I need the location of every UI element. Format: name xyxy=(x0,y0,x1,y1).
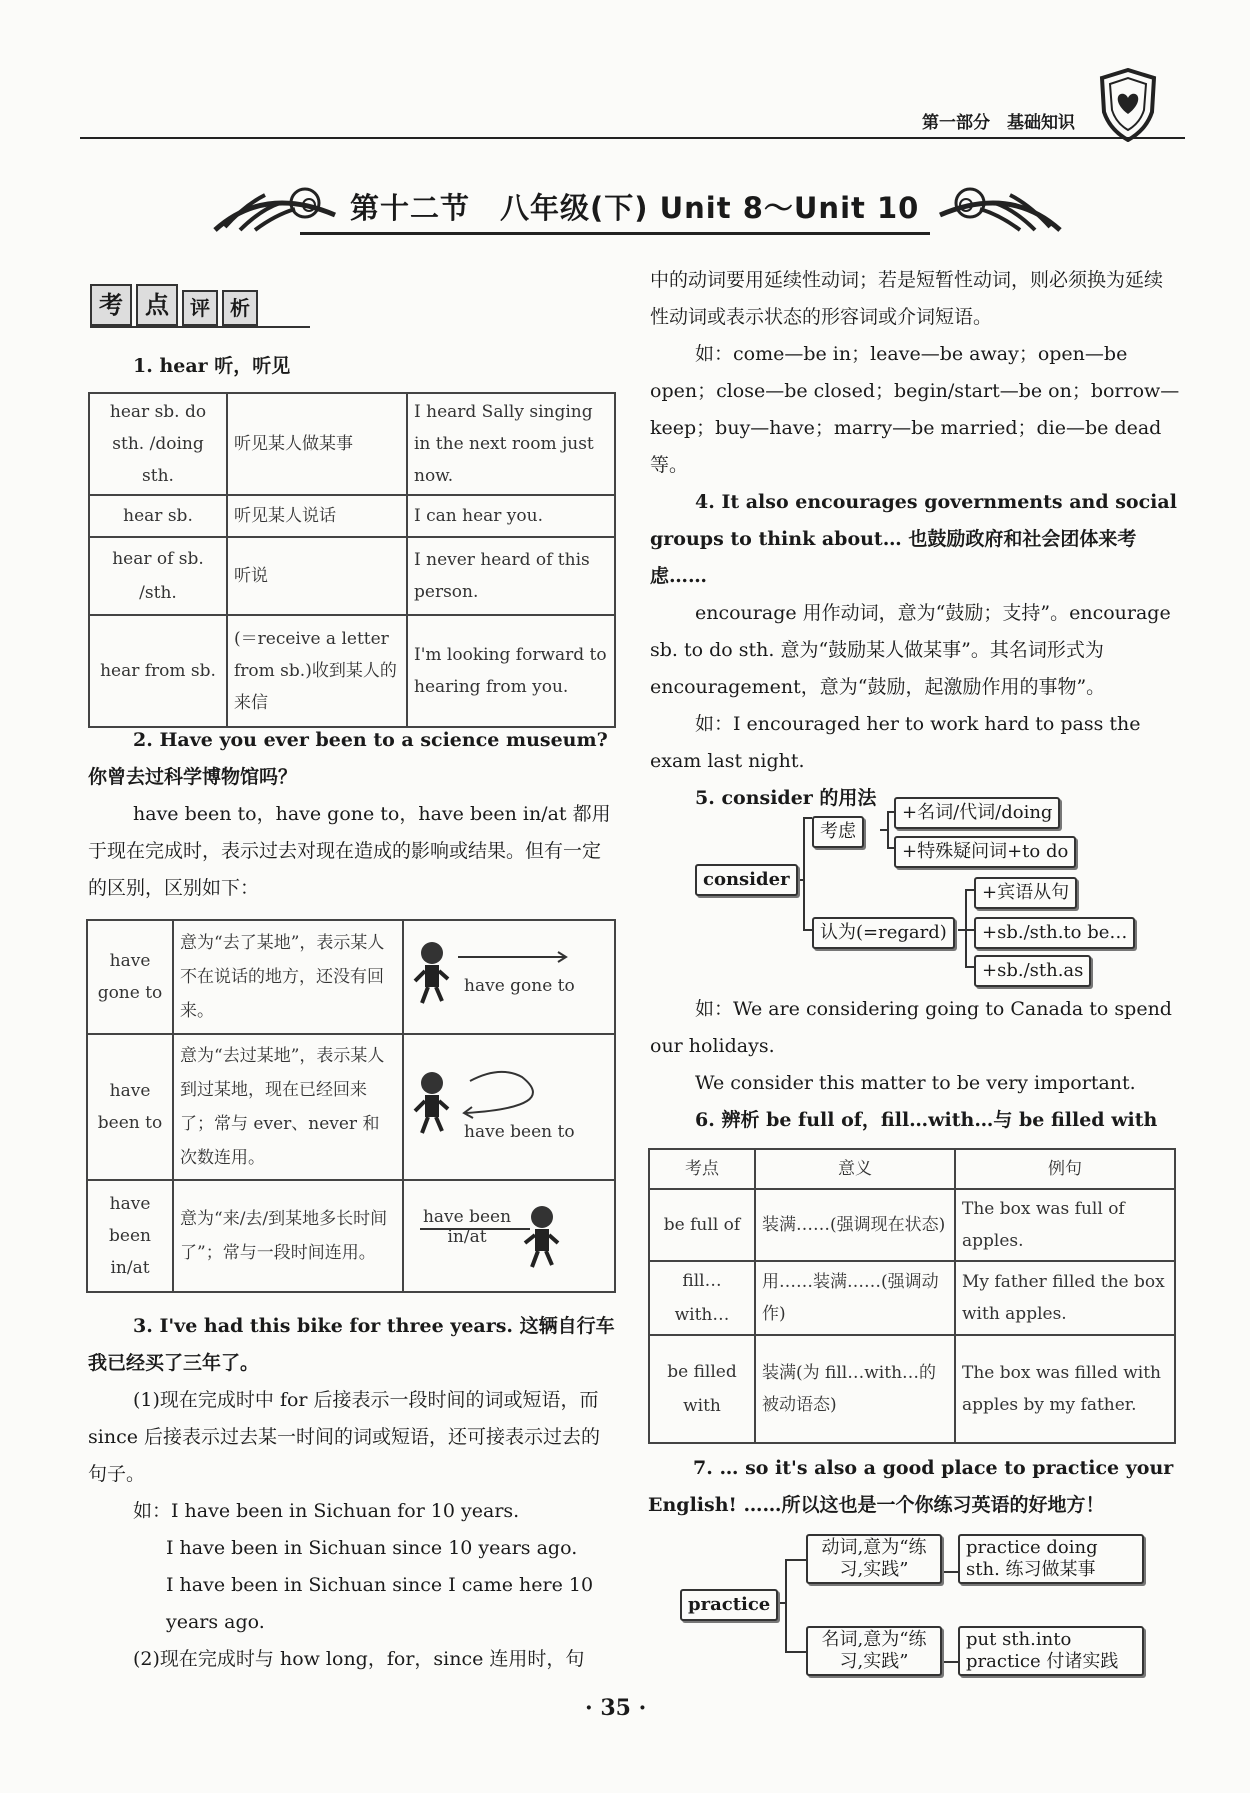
right-column-s5 xyxy=(650,991,1180,1139)
consider-leaf: +sb./sth.to be… xyxy=(974,917,1135,949)
r-paragraph: 如：come—be in；leave—be away；open—be open；close—be closed；begin/start—be on；borrow—keep；buy—have；marry—be married；die—be dead 等。 xyxy=(650,343,1180,476)
table-cell: My father filled the box with apples. xyxy=(955,1261,1175,1335)
consider-leaf: +特殊疑问词+to do xyxy=(894,836,1076,868)
table-cell: The box was filled with apples by my father. xyxy=(955,1335,1175,1443)
practice-leaf: put sth.into practice 付诸实践 xyxy=(958,1626,1144,1676)
table-header: 意义 xyxy=(755,1149,955,1189)
table-cell: I can hear you. xyxy=(407,495,615,537)
s3-paragraph: (1)现在完成时中 for 后接表示一段时间的词或短语，而 since 后接表示过去某一时间的词或短语，还可接表示过去的句子。 xyxy=(88,1389,600,1485)
table-cell: The box was full of apples. xyxy=(955,1189,1175,1261)
been-in-label: have been in/at xyxy=(422,1207,512,1247)
table-cell: hear of sb. /sth. xyxy=(89,537,227,615)
consider-leaf: +宾语从句 xyxy=(974,877,1077,909)
chapter-title: 第十二节 八年级(下) Unit 8～Unit 10 xyxy=(350,191,920,225)
table-cell: I'm looking forward to hearing from you. xyxy=(407,615,615,727)
table-row xyxy=(649,1335,1175,1443)
consider-branch: 认为(=regard) xyxy=(812,917,955,949)
consider-branch: 考虑 xyxy=(812,816,864,848)
table-header: 例句 xyxy=(955,1149,1175,1189)
table-header-row xyxy=(649,1149,1175,1189)
table-cell: 意为“去过某地”，表示某人到过某地，现在已经回来了；常与 ever、never 和次数连用。 xyxy=(173,1034,403,1180)
table-row xyxy=(649,1261,1175,1335)
s5-example: 如：We are considering going to Canada to spend our holidays. xyxy=(650,998,1172,1057)
table-cell: 意为“来/去/到某地多长时间了”；常与一段时间连用。 xyxy=(173,1180,403,1292)
consider-leaf: +名词/代词/doing xyxy=(894,797,1060,829)
table-cell: 装满(为 fill…with…的被动语态) xyxy=(755,1335,955,1443)
table-cell: I heard Sally singing in the next room just now. xyxy=(407,393,615,495)
table-header: 考点 xyxy=(649,1149,755,1189)
badge-char: 析 xyxy=(222,290,258,326)
badge-char: 评 xyxy=(182,290,218,326)
consider-leaf: +sb./sth.as xyxy=(974,955,1091,987)
s4-paragraph: encourage 用作动词，意为“鼓励；支持”。encourage sb. to do sth. 意为“鼓励某人做某事”。其名词形式为 encouragement，意为“鼓励，起激励作用的事物”。 xyxy=(650,602,1171,698)
r-paragraph: 中的动词要用延续性动词；若是短暂性动词，则必须换为延续性动词或表示状态的形容词或介词短语。 xyxy=(650,269,1164,328)
table-cell: be filled with xyxy=(649,1335,755,1443)
s6-heading: 6. 辨析 be full of，fill…with…与 be filled with xyxy=(695,1109,1158,1131)
badge-char: 点 xyxy=(136,284,178,326)
s7-heading: 7. … so it's also a good place to practice your English! ……所以这也是一个你练习英语的好地方！ xyxy=(648,1457,1174,1516)
s3-paragraph: (2)现在完成时与 how long，for，since 连用时，句 xyxy=(133,1648,585,1670)
full-of-table xyxy=(648,1148,1176,1444)
page-number: · 35 · xyxy=(585,1695,647,1721)
table-cell: (＝receive a letter from sb.)收到某人的来信 xyxy=(227,615,407,727)
table-cell: have gone to xyxy=(87,920,173,1034)
s4-example: 如：I encouraged her to work hard to pass the exam last night. xyxy=(650,713,1141,772)
s2-paragraph: have been to，have gone to，have been in/at 都用于现在完成时，表示过去对现在造成的影响或结果。但有一定的区别，区别如下： xyxy=(88,803,611,899)
practice-branch: 动词,意为“练习,实践” xyxy=(806,1534,942,1584)
table-cell: hear sb. xyxy=(89,495,227,537)
table-cell: 听见某人做某事 xyxy=(227,393,407,495)
s2-heading: 2. Have you ever been to a science museum? 你曾去过科学博物馆吗？ xyxy=(88,729,608,788)
consider-root: consider xyxy=(695,864,798,896)
s4-heading: 4. It also encourages governments and social groups to think about… 也鼓励政府和社会团体来考虑…… xyxy=(650,491,1177,587)
table-cell: 装满……(强调现在状态) xyxy=(755,1189,955,1261)
gone-to-label: have gone to xyxy=(464,976,575,996)
s3-heading: 3. I've had this bike for three years. 这辆自行车我已经买了三年了。 xyxy=(88,1315,615,1374)
s5-heading: 5. consider 的用法 xyxy=(695,787,877,809)
practice-root: practice xyxy=(680,1589,778,1621)
table-cell: fill…with… xyxy=(649,1261,755,1335)
table-cell: have been in/at xyxy=(87,1180,173,1292)
right-column-s7 xyxy=(648,1450,1178,1524)
table-cell: hear sb. do sth. /doing sth. xyxy=(89,393,227,495)
table-cell: 听说 xyxy=(227,537,407,615)
s5-example: We consider this matter to be very important. xyxy=(695,1072,1136,1094)
table-cell: 听见某人说话 xyxy=(227,495,407,537)
table-cell: 用……装满……(强调动作) xyxy=(755,1261,955,1335)
been-to-label: have been to xyxy=(464,1122,575,1142)
table-cell: have been to xyxy=(87,1034,173,1180)
s3-example: 如：I have been in Sichuan for 10 years. xyxy=(133,1500,520,1522)
badge-char: 考 xyxy=(90,284,132,326)
practice-leaf: practice doing sth. 练习做某事 xyxy=(958,1534,1144,1584)
table-cell: 意为“去了某地”，表示某人不在说话的地方，还没有回来。 xyxy=(173,920,403,1034)
s3-example: I have been in Sichuan since I came here 10 years ago. xyxy=(166,1574,594,1633)
s3-example: I have been in Sichuan since 10 years ago. xyxy=(166,1537,578,1559)
table-row xyxy=(649,1189,1175,1261)
s1-heading: 1. hear 听，听见 xyxy=(133,355,291,377)
table-cell: hear from sb. xyxy=(89,615,227,727)
practice-branch: 名词,意为“练习,实践” xyxy=(806,1626,942,1676)
section-header: 第一部分 基础知识 xyxy=(922,113,1075,133)
table-cell: I never heard of this person. xyxy=(407,537,615,615)
table-cell: be full of xyxy=(649,1189,755,1261)
